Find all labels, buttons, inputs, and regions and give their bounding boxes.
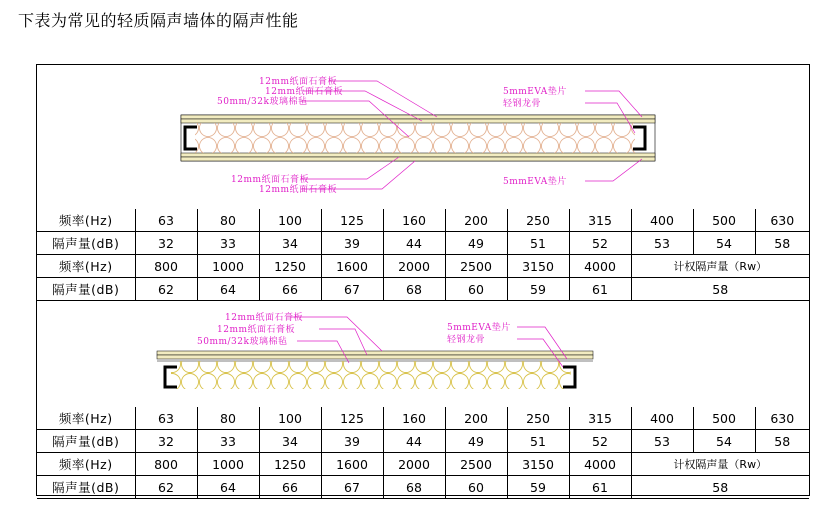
diagram1-label-eva: 5mmEVA垫片 [503, 87, 567, 97]
diagram1-label-gypsum-4: 12mm纸面石膏板 [259, 185, 338, 195]
table-cell: 1000 [197, 255, 259, 278]
table-cell: 66 [259, 278, 321, 301]
table-cell: 200 [445, 407, 507, 430]
diagram1-label-gypsum-3: 12mm纸面石膏板 [231, 175, 310, 185]
weighted-insulation-label: 计权隔声量（Rw） [631, 453, 809, 476]
table-cell: 51 [507, 430, 569, 453]
table-cell: 61 [569, 476, 631, 499]
diagram1-label-gypsum-1: 12mm纸面石膏板 [259, 77, 338, 87]
table-cell: 53 [631, 430, 693, 453]
table-cell: 1000 [197, 453, 259, 476]
table-cell: 630 [755, 209, 809, 232]
table-cell: 34 [259, 232, 321, 255]
table-cell: 1250 [259, 453, 321, 476]
table-cell: 32 [135, 430, 197, 453]
table-cell: 60 [445, 476, 507, 499]
table-cell: 160 [383, 407, 445, 430]
diagram1-label-glasswool: 50mm/32k玻璃棉毡 [217, 97, 308, 107]
table-row [37, 278, 809, 301]
table-cell: 64 [197, 476, 259, 499]
table-cell: 59 [507, 476, 569, 499]
table-cell: 39 [321, 430, 383, 453]
diagram1-label-stud: 轻钢龙骨 [503, 99, 542, 109]
table-cell: 59 [507, 278, 569, 301]
row-head: 频率(Hz) [37, 407, 135, 430]
table-row [37, 407, 809, 430]
table-cell: 63 [135, 209, 197, 232]
table-cell: 400 [631, 209, 693, 232]
table-row [37, 232, 809, 255]
sound-insulation-table-1 [37, 209, 809, 301]
table-row [37, 430, 809, 453]
table-cell: 3150 [507, 255, 569, 278]
table-cell: 33 [197, 430, 259, 453]
table-cell: 33 [197, 232, 259, 255]
table-cell: 66 [259, 476, 321, 499]
table-cell: 80 [197, 209, 259, 232]
table-cell: 2500 [445, 453, 507, 476]
diagram1-label-gypsum-2: 12mm纸面石膏板 [265, 87, 344, 97]
table-cell: 49 [445, 430, 507, 453]
table-cell: 500 [693, 407, 755, 430]
table-cell: 100 [259, 407, 321, 430]
table-cell: 1600 [321, 453, 383, 476]
table-cell: 200 [445, 209, 507, 232]
table-cell: 64 [197, 278, 259, 301]
table-cell: 60 [445, 278, 507, 301]
table-cell: 1250 [259, 255, 321, 278]
table-cell: 52 [569, 232, 631, 255]
table-cell: 1600 [321, 255, 383, 278]
table-row [37, 209, 809, 232]
table-cell: 315 [569, 209, 631, 232]
table-row [37, 255, 809, 278]
table-cell: 49 [445, 232, 507, 255]
weighted-insulation-value: 58 [631, 476, 809, 499]
table-cell: 68 [383, 278, 445, 301]
table-cell: 800 [135, 255, 197, 278]
table-cell: 100 [259, 209, 321, 232]
wall-section-diagram-2 [37, 301, 809, 405]
table-cell: 250 [507, 407, 569, 430]
weighted-insulation-value: 58 [631, 278, 809, 301]
table-cell: 800 [135, 453, 197, 476]
table-cell: 39 [321, 232, 383, 255]
table-cell: 4000 [569, 255, 631, 278]
table-cell: 500 [693, 209, 755, 232]
row-head: 隔声量(dB) [37, 278, 135, 301]
table-cell: 61 [569, 278, 631, 301]
table-cell: 44 [383, 430, 445, 453]
table-cell: 63 [135, 407, 197, 430]
table-cell: 53 [631, 232, 693, 255]
table-cell: 125 [321, 209, 383, 232]
table-cell: 68 [383, 476, 445, 499]
table-cell: 3150 [507, 453, 569, 476]
table-cell: 250 [507, 209, 569, 232]
row-head: 频率(Hz) [37, 453, 135, 476]
table-cell: 4000 [569, 453, 631, 476]
table-cell: 67 [321, 278, 383, 301]
table-cell: 54 [693, 430, 755, 453]
table-cell: 160 [383, 209, 445, 232]
table-frame [36, 64, 810, 496]
table-cell: 34 [259, 430, 321, 453]
table-row [37, 476, 809, 499]
page-title: 下表为常见的轻质隔声墙体的隔声性能 [18, 11, 299, 30]
diagram2-label-glasswool: 50mm/32k玻璃棉毡 [197, 337, 288, 347]
table-cell: 80 [197, 407, 259, 430]
table-cell: 67 [321, 476, 383, 499]
row-head: 隔声量(dB) [37, 430, 135, 453]
table-cell: 58 [755, 232, 809, 255]
table-cell: 2500 [445, 255, 507, 278]
table-cell: 58 [755, 430, 809, 453]
table-cell: 52 [569, 430, 631, 453]
table-cell: 62 [135, 278, 197, 301]
table-cell: 2000 [383, 453, 445, 476]
weighted-insulation-label: 计权隔声量（Rw） [631, 255, 809, 278]
diagram2-label-stud: 轻钢龙骨 [447, 335, 486, 345]
row-head: 隔声量(dB) [37, 476, 135, 499]
row-head: 频率(Hz) [37, 209, 135, 232]
row-head: 隔声量(dB) [37, 232, 135, 255]
table-cell: 62 [135, 476, 197, 499]
table-cell: 315 [569, 407, 631, 430]
table-cell: 54 [693, 232, 755, 255]
table-cell: 32 [135, 232, 197, 255]
table-cell: 630 [755, 407, 809, 430]
table-cell: 125 [321, 407, 383, 430]
diagram2-label-eva: 5mmEVA垫片 [447, 323, 511, 333]
diagram1-label-eva-bottom: 5mmEVA垫片 [503, 177, 567, 187]
row-head: 频率(Hz) [37, 255, 135, 278]
wall-section-diagram-1 [37, 65, 809, 209]
table-cell: 2000 [383, 255, 445, 278]
sound-insulation-table-2 [37, 407, 809, 499]
table-row [37, 453, 809, 476]
table-cell: 400 [631, 407, 693, 430]
table-cell: 44 [383, 232, 445, 255]
table-cell: 51 [507, 232, 569, 255]
diagram2-label-gypsum-1: 12mm纸面石膏板 [225, 313, 304, 323]
diagram2-label-gypsum-2: 12mm纸面石膏板 [217, 325, 296, 335]
